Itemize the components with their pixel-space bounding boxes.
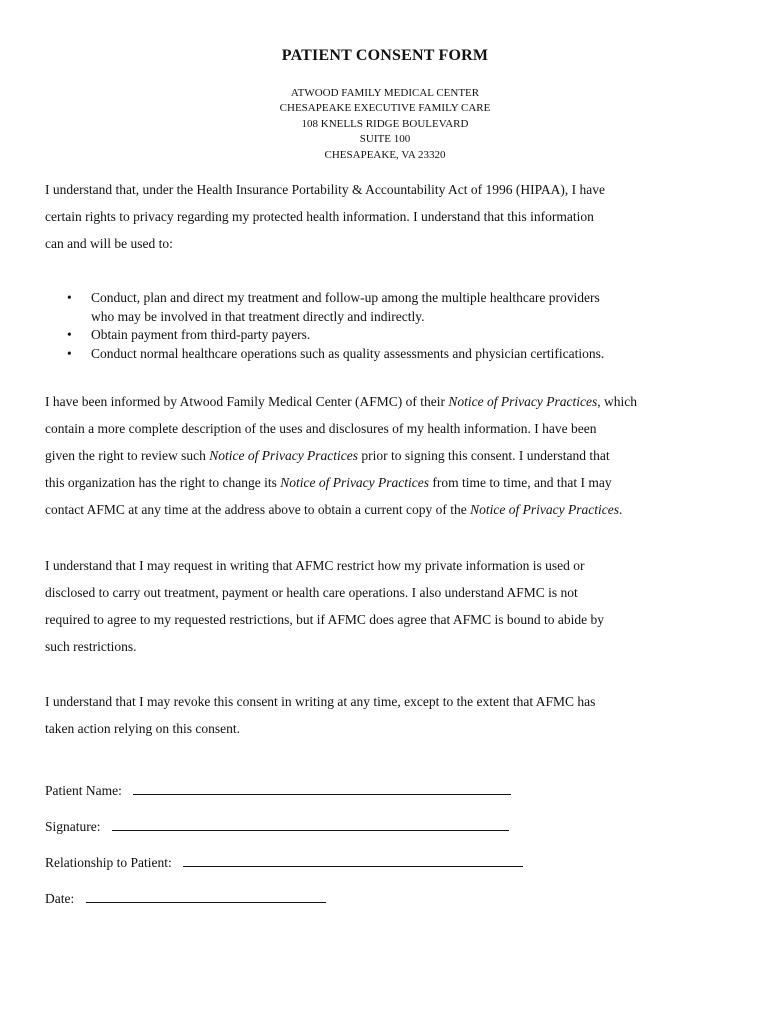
signature-field [45, 818, 509, 835]
paragraph-line: such restrictions. [45, 639, 137, 654]
list-item: • Conduct normal healthcare operations such as quality assessments and physician certifications. [45, 345, 735, 364]
relationship-line[interactable] [183, 854, 523, 867]
paragraph-line: contain a more complete description of the uses and disclosures of my health information. I have been [45, 421, 597, 436]
signature-label: Signature: [45, 819, 101, 834]
hipaa-paragraph [45, 176, 735, 257]
clinic-name: ATWOOD FAMILY MEDICAL CENTER [290, 87, 480, 99]
list-item: • Obtain payment from third-party payers. [45, 326, 735, 345]
patient-name-label: Patient Name: [45, 783, 122, 798]
bullet-icon: • [67, 346, 72, 362]
date-label: Date: [45, 891, 75, 906]
relationship-label: Relationship to Patient: [45, 855, 172, 870]
paragraph-line: I understand that, under the Health Insurance Portability & Accountability Act of 1996 (HIPAA), I have [45, 182, 605, 197]
patient-name-line[interactable] [133, 782, 511, 795]
form-title: PATIENT CONSENT FORM [281, 47, 489, 64]
clinic-address [0, 86, 770, 163]
paragraph-line: certain rights to privacy regarding my protected health information. I understand that this information [45, 209, 594, 224]
paragraph-line: required to agree to my requested restrictions, but if AFMC does agree that AFMC is bound to abide by [45, 612, 605, 627]
paragraph-line: taken action relying on this consent. [45, 721, 240, 736]
signature-line[interactable] [112, 818, 509, 831]
revoke-paragraph [45, 688, 735, 742]
patient-name-field [45, 782, 511, 799]
city-state-zip: CHESAPEAKE, VA 23320 [324, 148, 446, 161]
privacy-notice-paragraph [45, 388, 735, 523]
paragraph-line: I have been informed by Atwood Family Medical Center (AFMC) of their Notice of Privacy Practices, which [45, 394, 637, 409]
date-line[interactable] [86, 890, 326, 903]
date-field [45, 890, 326, 907]
bullet-icon: • [67, 290, 72, 305]
paragraph-line: disclosed to carry out treatment, payment or health care operations. I also understand AFMC is not [45, 585, 578, 600]
relationship-field [45, 854, 523, 871]
restriction-paragraph [45, 552, 735, 660]
suite: SUITE 100 [359, 133, 411, 146]
paragraph-line: this organization has the right to change its Notice of Privacy Practices from time to time, and that I may [45, 475, 612, 490]
paragraph-line: can and will be used to: [45, 236, 173, 251]
paragraph-line: I understand that I may revoke this consent in writing at any time, except to the extent that AFMC has [45, 694, 596, 709]
uses-list [45, 289, 735, 364]
practice-name: CHESAPEAKE EXECUTIVE FAMILY CARE [279, 102, 491, 115]
paragraph-line: I understand that I may request in writing that AFMC restrict how my private information is used or [45, 558, 585, 573]
paragraph-line: given the right to review such Notice of Privacy Practices prior to signing this consent. I understand that [45, 448, 610, 463]
bullet-icon: • [67, 327, 72, 343]
paragraph-line: contact AFMC at any time at the address above to obtain a current copy of the Notice of Privacy Practices. [45, 502, 623, 517]
street-address: 108 KNELLS RIDGE BOULEVARD [301, 117, 469, 130]
list-item: • Conduct, plan and direct my treatment and follow-up among the multiple healthcare providers who may be involved in that treatment directly and indirectly. [67, 290, 600, 324]
